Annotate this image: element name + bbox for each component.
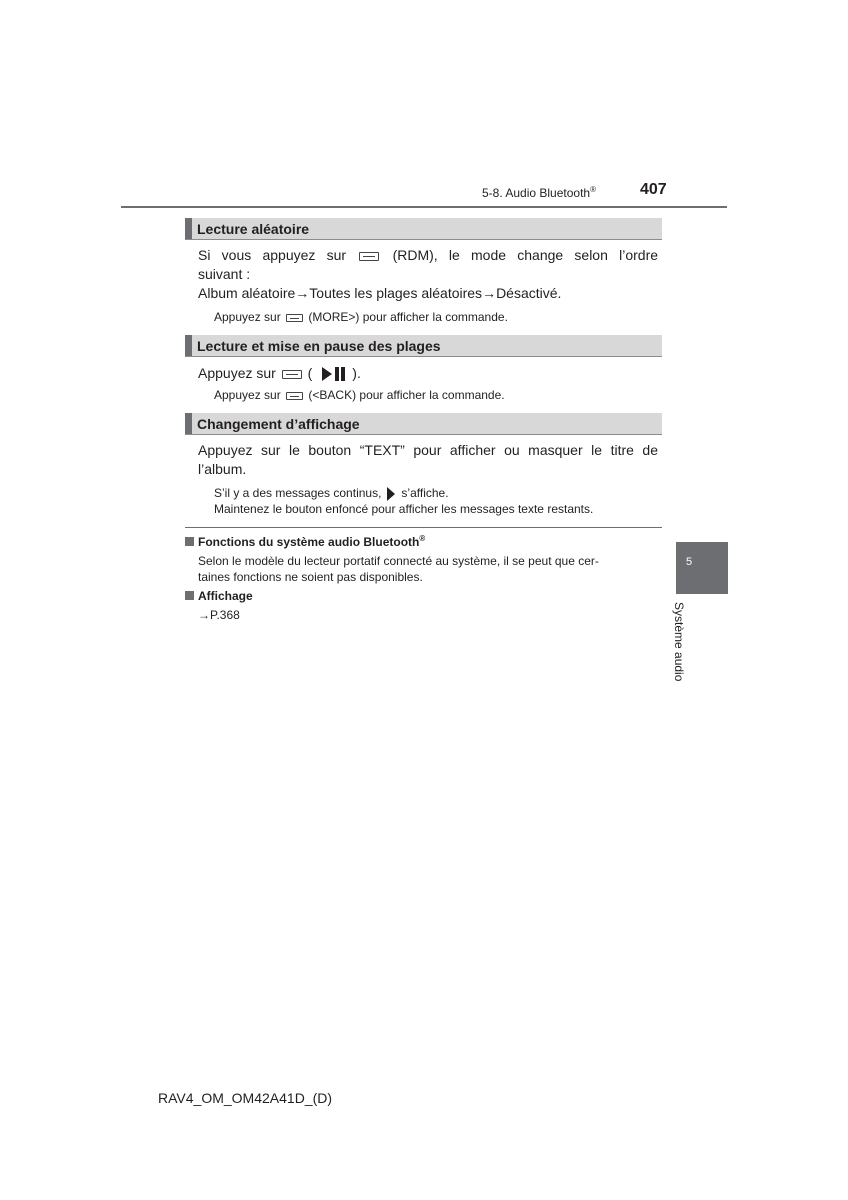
section-text-line: Appuyez sur ( ). — [198, 365, 361, 381]
section-text-line: l’album. — [198, 461, 247, 477]
back-button-icon — [286, 392, 303, 400]
page-reference: →P.368 — [198, 608, 240, 622]
chapter-tab — [676, 542, 728, 594]
info-text-line: Selon le modèle du lecteur portatif connecté au système, il se peut que cer- — [198, 554, 599, 568]
section-text-line: Album aléatoire→Toutes les plages aléatoires→Désactivé. — [198, 285, 562, 301]
footer-doc-code: RAV4_OM_OM42A41D_(D) — [158, 1090, 333, 1106]
info-divider — [185, 527, 662, 528]
section-text-line: Si vous appuyez sur (RDM), le mode change selon l’ordre — [198, 247, 659, 263]
section-bar-changement-affichage — [185, 413, 662, 435]
section-text-line: Appuyez sur le bouton “TEXT” pour afficher ou masquer le titre de — [198, 442, 658, 458]
section-note: Appuyez sur (MORE>) pour afficher la commande. — [214, 310, 508, 324]
header-rule — [121, 206, 727, 208]
square-bullet-icon — [185, 591, 194, 600]
chapter-tab-label: Système audio — [672, 602, 686, 682]
section-title: Changement d’affichage — [197, 416, 360, 432]
section-bar-accent — [185, 335, 192, 356]
header-section-title: 5-8. Audio Bluetooth® — [482, 185, 596, 200]
info-heading: Affichage — [185, 589, 253, 603]
section-bar-lecture-aleatoire — [185, 218, 662, 240]
chapter-tab-number: 5 — [686, 556, 693, 568]
section-note: Appuyez sur (<BACK) pour afficher la commande. — [214, 388, 505, 402]
section-bar-accent — [185, 218, 192, 239]
info-heading: Fonctions du système audio Bluetooth® — [185, 534, 425, 549]
square-bullet-icon — [185, 537, 194, 546]
info-text-line: taines fonctions ne soient pas disponibles. — [198, 570, 423, 584]
section-note: S’il y a des messages continus, s’affiche. — [214, 486, 449, 500]
rdm-button-icon — [359, 252, 379, 261]
arrow-icon: → — [295, 285, 310, 301]
section-bar-accent — [185, 413, 192, 434]
section-text-line: suivant : — [198, 266, 251, 282]
scroll-arrow-icon — [387, 487, 395, 501]
arrow-icon: → — [198, 608, 210, 622]
button-icon — [282, 370, 302, 379]
section-bar-lecture-pause — [185, 335, 662, 357]
page-number: 407 — [640, 181, 667, 198]
more-button-icon — [286, 314, 303, 322]
section-title: Lecture et mise en pause des plages — [197, 338, 441, 354]
arrow-icon: → — [482, 285, 497, 301]
section-title: Lecture aléatoire — [197, 221, 310, 237]
section-note: Maintenez le bouton enfoncé pour afficher les messages texte restants. — [214, 502, 594, 516]
play-pause-icon — [322, 367, 346, 381]
